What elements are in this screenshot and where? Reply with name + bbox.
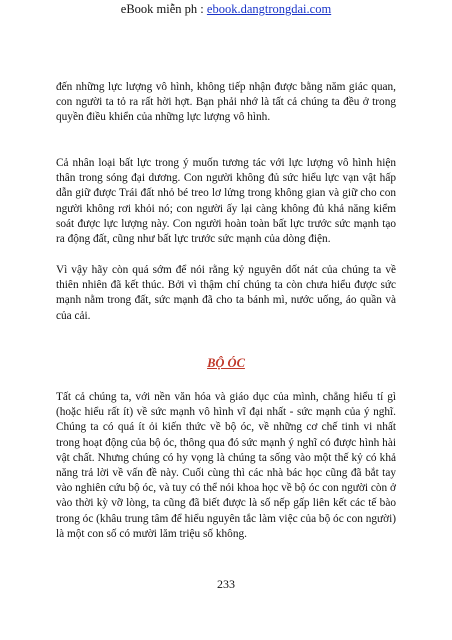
section-heading: BỘ ÓC bbox=[207, 356, 245, 370]
page-header bbox=[0, 2, 452, 17]
paragraph-4: Tất cả chúng ta, với nền văn hóa và giáo dục của mình, chẳng hiểu tí gì (hoặc hiểu rất ít) về sức mạnh vô hình vĩ đại nhất - sức mạnh của ý nghĩ. Chúng ta có quá ít ỏi kiến thức về bộ óc, về những cơ chế tinh vi nhất trong hoạt động của bộ óc, thông qua đó sức mạnh ý nghĩ có được hình hài vật chất. Nhưng chúng có hy vọng là chúng ta sống vào một thế kỷ có khả năng trả lời về vấn đề này. Cuối cùng thì các nhà bác học cũng đã bắt tay vào nghiên cứu bộ óc, và tuy có thể nói khoa học về bộ óc con người còn ở vào thời kỳ vỡ lòng, ta cũng đã biết được là số nếp gấp liên kết các tế bào trong óc (khâu trung tâm để hiểu nguyên tắc làm việc của bộ óc con người) là một con số có mười lăm triệu số không. bbox=[56, 391, 396, 540]
page-number: 233 bbox=[217, 577, 235, 591]
header-prefix: eBook miễn ph : bbox=[120, 2, 207, 16]
paragraph-1: đến những lực lượng vô hình, không tiếp nhận được bằng năm giác quan, con người ta tỏ ra rất hời hợt. Bạn phải nhớ là tất cả chúng ta đều ở trong quyền điều khiển của những lực lượng vô hình. bbox=[56, 81, 396, 124]
paragraph-2: Cả nhân loại bất lực trong ý muốn tương tác với lực lượng vô hình hiện thân trong sóng đại dương. Con người không đủ sức hiểu lực vạn vật hấp dẫn giữ được Trái đất nhỏ bé treo lơ lửng trong không gian và giữ cho con người không rơi khỏi nó; con người ấy lại càng không đủ khả năng kiểm soát được lực lượng này. Con người hoàn toàn bất lực trước sức mạnh tạo ra động đất, cũng như bất lực trước sức mạnh của dòng điện. bbox=[56, 157, 396, 246]
header-link[interactable]: ebook.dangtrongdai.com bbox=[206, 2, 332, 16]
paragraph-3: Vì vậy hãy còn quá sớm để nói rằng kỷ nguyên dốt nát của chúng ta về thiên nhiên đã kết thúc. Bởi vì thậm chí chúng ta còn chưa hiểu được sức mạnh nằm trong đất, sức mạnh đã cho ta bánh mì, nước uống, áo quần và của cải. bbox=[56, 264, 396, 322]
